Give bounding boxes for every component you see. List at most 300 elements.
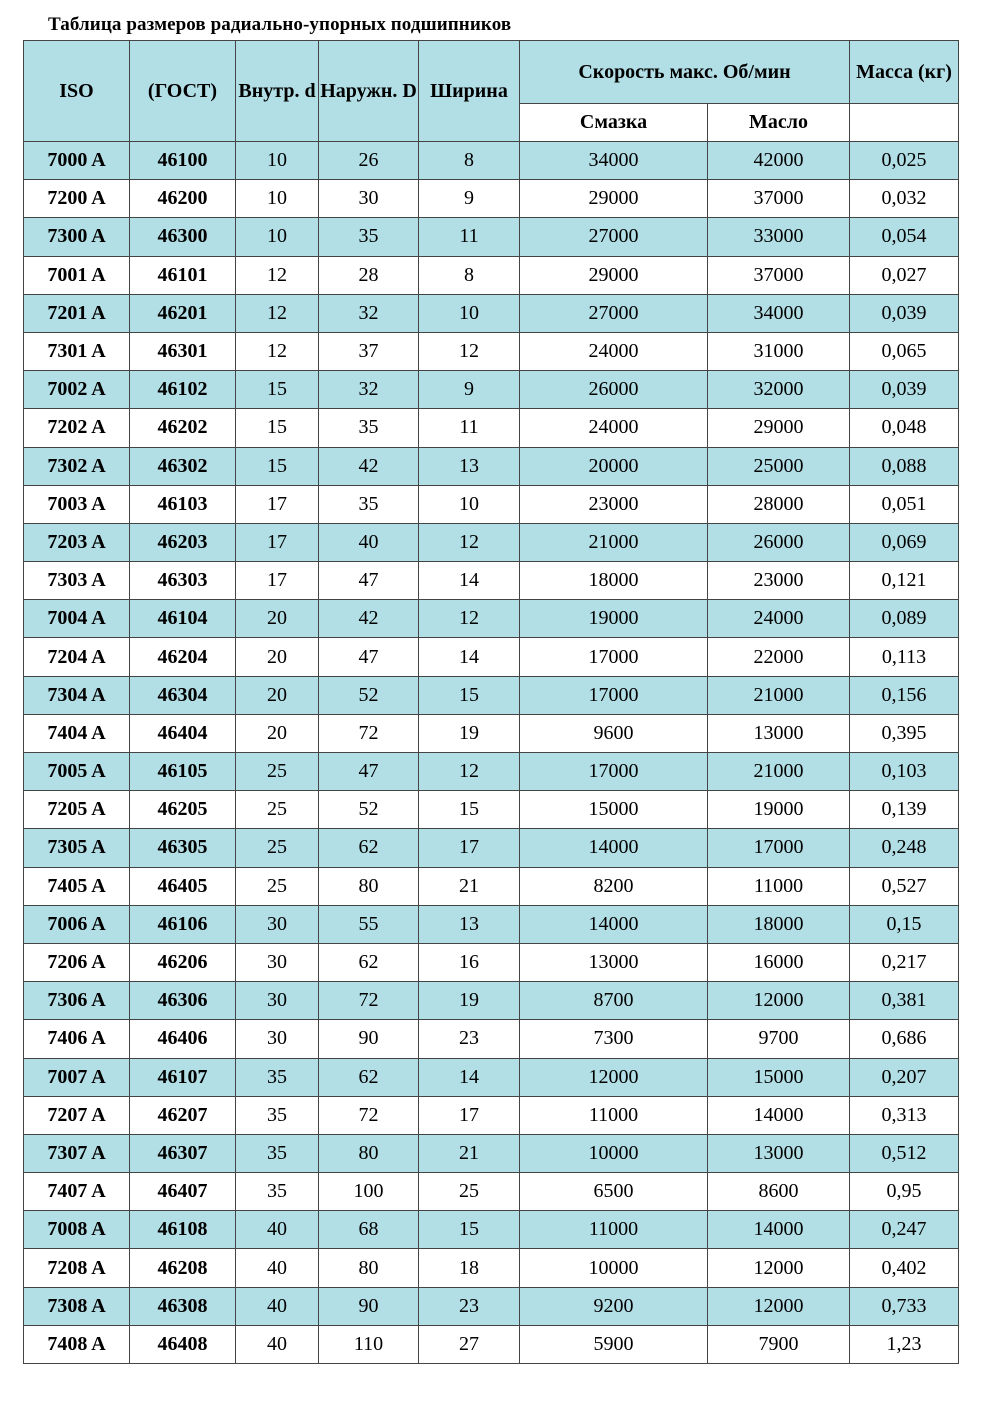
cell-width: 21 (419, 867, 520, 905)
cell-speed-grease: 26000 (520, 371, 708, 409)
cell-width: 17 (419, 1096, 520, 1134)
cell-width: 12 (419, 600, 520, 638)
cell-speed-grease: 29000 (520, 180, 708, 218)
cell-outer-diameter: 80 (319, 1249, 419, 1287)
cell-speed-grease: 11000 (520, 1211, 708, 1249)
cell-gost: 46407 (130, 1173, 236, 1211)
cell-speed-grease: 12000 (520, 1058, 708, 1096)
cell-gost: 46104 (130, 600, 236, 638)
cell-speed-grease: 29000 (520, 256, 708, 294)
cell-inner-diameter: 20 (236, 600, 319, 638)
cell-mass: 1,23 (850, 1325, 959, 1363)
cell-mass: 0,217 (850, 943, 959, 981)
cell-width: 19 (419, 982, 520, 1020)
cell-iso: 7303 A (24, 562, 130, 600)
cell-iso: 7201 A (24, 294, 130, 332)
cell-iso: 7302 A (24, 447, 130, 485)
cell-outer-diameter: 80 (319, 1134, 419, 1172)
cell-inner-diameter: 25 (236, 753, 319, 791)
table-row (24, 676, 959, 714)
cell-width: 12 (419, 523, 520, 561)
cell-speed-oil: 12000 (708, 1249, 850, 1287)
table-row (24, 1211, 959, 1249)
cell-inner-diameter: 25 (236, 791, 319, 829)
cell-mass: 0,313 (850, 1096, 959, 1134)
cell-mass: 0,089 (850, 600, 959, 638)
cell-speed-oil: 11000 (708, 867, 850, 905)
cell-mass: 0,95 (850, 1173, 959, 1211)
cell-gost: 46303 (130, 562, 236, 600)
cell-gost: 46408 (130, 1325, 236, 1363)
cell-speed-grease: 34000 (520, 142, 708, 180)
cell-inner-diameter: 10 (236, 142, 319, 180)
cell-outer-diameter: 35 (319, 218, 419, 256)
cell-mass: 0,527 (850, 867, 959, 905)
table-row (24, 829, 959, 867)
cell-iso: 7307 A (24, 1134, 130, 1172)
cell-gost: 46308 (130, 1287, 236, 1325)
cell-mass: 0,032 (850, 180, 959, 218)
cell-speed-grease: 17000 (520, 638, 708, 676)
table-row (24, 982, 959, 1020)
cell-outer-diameter: 26 (319, 142, 419, 180)
table-row (24, 180, 959, 218)
cell-width: 15 (419, 791, 520, 829)
cell-speed-oil: 12000 (708, 1287, 850, 1325)
cell-gost: 46108 (130, 1211, 236, 1249)
cell-mass: 0,088 (850, 447, 959, 485)
cell-inner-diameter: 30 (236, 982, 319, 1020)
table-row (24, 1249, 959, 1287)
cell-gost: 46101 (130, 256, 236, 294)
cell-iso: 7306 A (24, 982, 130, 1020)
cell-mass: 0,065 (850, 332, 959, 370)
table-row (24, 1173, 959, 1211)
cell-speed-grease: 9200 (520, 1287, 708, 1325)
cell-mass: 0,113 (850, 638, 959, 676)
cell-mass: 0,027 (850, 256, 959, 294)
table-row (24, 447, 959, 485)
table-row (24, 1325, 959, 1363)
cell-inner-diameter: 17 (236, 523, 319, 561)
cell-speed-oil: 13000 (708, 714, 850, 752)
cell-speed-grease: 17000 (520, 676, 708, 714)
cell-width: 15 (419, 676, 520, 714)
cell-speed-oil: 18000 (708, 905, 850, 943)
cell-speed-grease: 20000 (520, 447, 708, 485)
cell-gost: 46304 (130, 676, 236, 714)
cell-speed-grease: 19000 (520, 600, 708, 638)
cell-speed-grease: 27000 (520, 294, 708, 332)
cell-iso: 7406 A (24, 1020, 130, 1058)
cell-outer-diameter: 47 (319, 753, 419, 791)
cell-speed-grease: 24000 (520, 332, 708, 370)
table-row (24, 943, 959, 981)
cell-speed-grease: 23000 (520, 485, 708, 523)
table-row (24, 142, 959, 180)
cell-speed-oil: 15000 (708, 1058, 850, 1096)
cell-width: 25 (419, 1173, 520, 1211)
cell-speed-grease: 21000 (520, 523, 708, 561)
table-row (24, 294, 959, 332)
cell-gost: 46100 (130, 142, 236, 180)
cell-inner-diameter: 25 (236, 867, 319, 905)
cell-width: 13 (419, 447, 520, 485)
cell-gost: 46106 (130, 905, 236, 943)
table-row (24, 256, 959, 294)
cell-mass: 0,686 (850, 1020, 959, 1058)
table-row (24, 600, 959, 638)
cell-mass: 0,039 (850, 371, 959, 409)
cell-inner-diameter: 30 (236, 905, 319, 943)
cell-inner-diameter: 15 (236, 447, 319, 485)
cell-width: 27 (419, 1325, 520, 1363)
header-outer-diameter: Наружн. D (319, 41, 419, 142)
cell-mass: 0,051 (850, 485, 959, 523)
cell-width: 13 (419, 905, 520, 943)
cell-outer-diameter: 80 (319, 867, 419, 905)
cell-inner-diameter: 17 (236, 562, 319, 600)
cell-iso: 7004 A (24, 600, 130, 638)
cell-mass: 0,121 (850, 562, 959, 600)
cell-outer-diameter: 55 (319, 905, 419, 943)
cell-inner-diameter: 30 (236, 1020, 319, 1058)
cell-width: 21 (419, 1134, 520, 1172)
cell-speed-oil: 25000 (708, 447, 850, 485)
cell-speed-oil: 21000 (708, 753, 850, 791)
cell-inner-diameter: 40 (236, 1287, 319, 1325)
cell-iso: 7005 A (24, 753, 130, 791)
cell-mass: 0,402 (850, 1249, 959, 1287)
cell-speed-grease: 14000 (520, 905, 708, 943)
cell-iso: 7408 A (24, 1325, 130, 1363)
cell-inner-diameter: 20 (236, 714, 319, 752)
cell-speed-grease: 10000 (520, 1134, 708, 1172)
cell-gost: 46305 (130, 829, 236, 867)
table-row (24, 1096, 959, 1134)
cell-gost: 46405 (130, 867, 236, 905)
cell-outer-diameter: 52 (319, 676, 419, 714)
cell-gost: 46102 (130, 371, 236, 409)
table-row (24, 523, 959, 561)
cell-inner-diameter: 20 (236, 676, 319, 714)
cell-outer-diameter: 35 (319, 485, 419, 523)
cell-inner-diameter: 15 (236, 409, 319, 447)
cell-mass: 0,025 (850, 142, 959, 180)
cell-inner-diameter: 40 (236, 1325, 319, 1363)
cell-speed-oil: 17000 (708, 829, 850, 867)
cell-iso: 7405 A (24, 867, 130, 905)
cell-speed-grease: 17000 (520, 753, 708, 791)
cell-iso: 7001 A (24, 256, 130, 294)
cell-outer-diameter: 42 (319, 447, 419, 485)
cell-iso: 7206 A (24, 943, 130, 981)
cell-iso: 7305 A (24, 829, 130, 867)
table-row (24, 409, 959, 447)
cell-gost: 46204 (130, 638, 236, 676)
cell-width: 12 (419, 332, 520, 370)
cell-iso: 7203 A (24, 523, 130, 561)
table-row (24, 1020, 959, 1058)
cell-gost: 46205 (130, 791, 236, 829)
cell-speed-grease: 18000 (520, 562, 708, 600)
cell-speed-oil: 37000 (708, 256, 850, 294)
cell-speed-oil: 32000 (708, 371, 850, 409)
cell-mass: 0,156 (850, 676, 959, 714)
cell-speed-oil: 21000 (708, 676, 850, 714)
cell-outer-diameter: 72 (319, 714, 419, 752)
header-iso: ISO (24, 41, 130, 142)
cell-width: 15 (419, 1211, 520, 1249)
cell-iso: 7000 A (24, 142, 130, 180)
cell-speed-oil: 29000 (708, 409, 850, 447)
cell-iso: 7008 A (24, 1211, 130, 1249)
cell-speed-grease: 5900 (520, 1325, 708, 1363)
cell-inner-diameter: 10 (236, 180, 319, 218)
cell-width: 18 (419, 1249, 520, 1287)
cell-speed-grease: 13000 (520, 943, 708, 981)
cell-gost: 46207 (130, 1096, 236, 1134)
cell-speed-grease: 6500 (520, 1173, 708, 1211)
cell-width: 23 (419, 1287, 520, 1325)
cell-speed-oil: 14000 (708, 1211, 850, 1249)
cell-speed-oil: 7900 (708, 1325, 850, 1363)
cell-inner-diameter: 12 (236, 256, 319, 294)
cell-speed-oil: 31000 (708, 332, 850, 370)
cell-inner-diameter: 12 (236, 332, 319, 370)
cell-width: 17 (419, 829, 520, 867)
cell-iso: 7202 A (24, 409, 130, 447)
cell-iso: 7407 A (24, 1173, 130, 1211)
cell-mass: 0,248 (850, 829, 959, 867)
cell-width: 8 (419, 256, 520, 294)
cell-width: 10 (419, 485, 520, 523)
cell-mass: 0,054 (850, 218, 959, 256)
table-row (24, 562, 959, 600)
table-row (24, 1287, 959, 1325)
cell-gost: 46404 (130, 714, 236, 752)
cell-speed-oil: 37000 (708, 180, 850, 218)
cell-outer-diameter: 30 (319, 180, 419, 218)
cell-iso: 7207 A (24, 1096, 130, 1134)
table-row (24, 371, 959, 409)
header-inner-diameter: Внутр. d (236, 41, 319, 142)
cell-gost: 46103 (130, 485, 236, 523)
cell-mass: 0,103 (850, 753, 959, 791)
cell-gost: 46306 (130, 982, 236, 1020)
cell-speed-grease: 11000 (520, 1096, 708, 1134)
cell-outer-diameter: 40 (319, 523, 419, 561)
cell-outer-diameter: 90 (319, 1020, 419, 1058)
cell-iso: 7007 A (24, 1058, 130, 1096)
cell-width: 11 (419, 409, 520, 447)
table-row (24, 218, 959, 256)
cell-inner-diameter: 12 (236, 294, 319, 332)
cell-iso: 7006 A (24, 905, 130, 943)
cell-inner-diameter: 35 (236, 1134, 319, 1172)
cell-width: 8 (419, 142, 520, 180)
cell-iso: 7204 A (24, 638, 130, 676)
table-row (24, 867, 959, 905)
cell-inner-diameter: 10 (236, 218, 319, 256)
cell-mass: 0,15 (850, 905, 959, 943)
cell-speed-oil: 8600 (708, 1173, 850, 1211)
cell-gost: 46300 (130, 218, 236, 256)
cell-speed-grease: 10000 (520, 1249, 708, 1287)
cell-iso: 7205 A (24, 791, 130, 829)
table-row (24, 753, 959, 791)
cell-speed-oil: 16000 (708, 943, 850, 981)
cell-speed-oil: 12000 (708, 982, 850, 1020)
cell-outer-diameter: 37 (319, 332, 419, 370)
cell-inner-diameter: 35 (236, 1058, 319, 1096)
cell-outer-diameter: 47 (319, 638, 419, 676)
header-mass-blank (850, 104, 959, 142)
header-gost: (ГОСТ) (130, 41, 236, 142)
cell-gost: 46301 (130, 332, 236, 370)
cell-gost: 46201 (130, 294, 236, 332)
cell-speed-oil: 34000 (708, 294, 850, 332)
cell-gost: 46107 (130, 1058, 236, 1096)
cell-inner-diameter: 15 (236, 371, 319, 409)
cell-speed-grease: 9600 (520, 714, 708, 752)
cell-outer-diameter: 62 (319, 829, 419, 867)
cell-iso: 7002 A (24, 371, 130, 409)
cell-width: 19 (419, 714, 520, 752)
cell-gost: 46203 (130, 523, 236, 561)
table-body (24, 142, 959, 1364)
cell-iso: 7200 A (24, 180, 130, 218)
cell-outer-diameter: 62 (319, 1058, 419, 1096)
cell-inner-diameter: 20 (236, 638, 319, 676)
cell-iso: 7300 A (24, 218, 130, 256)
cell-gost: 46202 (130, 409, 236, 447)
cell-mass: 0,247 (850, 1211, 959, 1249)
cell-outer-diameter: 28 (319, 256, 419, 294)
cell-gost: 46105 (130, 753, 236, 791)
cell-mass: 0,395 (850, 714, 959, 752)
header-oil: Масло (708, 104, 850, 142)
cell-outer-diameter: 68 (319, 1211, 419, 1249)
header-mass: Масса (кг) (850, 41, 959, 104)
cell-speed-oil: 33000 (708, 218, 850, 256)
cell-mass: 0,381 (850, 982, 959, 1020)
cell-width: 14 (419, 638, 520, 676)
table-row (24, 638, 959, 676)
cell-iso: 7308 A (24, 1287, 130, 1325)
cell-speed-oil: 26000 (708, 523, 850, 561)
cell-outer-diameter: 72 (319, 1096, 419, 1134)
cell-inner-diameter: 40 (236, 1211, 319, 1249)
cell-outer-diameter: 72 (319, 982, 419, 1020)
cell-iso: 7304 A (24, 676, 130, 714)
cell-speed-oil: 28000 (708, 485, 850, 523)
cell-iso: 7003 A (24, 485, 130, 523)
cell-mass: 0,039 (850, 294, 959, 332)
table-row (24, 714, 959, 752)
cell-inner-diameter: 35 (236, 1173, 319, 1211)
cell-inner-diameter: 40 (236, 1249, 319, 1287)
cell-outer-diameter: 90 (319, 1287, 419, 1325)
cell-mass: 0,207 (850, 1058, 959, 1096)
bearing-size-table (23, 40, 959, 1364)
cell-outer-diameter: 100 (319, 1173, 419, 1211)
cell-speed-oil: 9700 (708, 1020, 850, 1058)
cell-speed-oil: 22000 (708, 638, 850, 676)
table-row (24, 1058, 959, 1096)
cell-inner-diameter: 25 (236, 829, 319, 867)
cell-outer-diameter: 62 (319, 943, 419, 981)
cell-width: 14 (419, 562, 520, 600)
cell-mass: 0,069 (850, 523, 959, 561)
cell-width: 10 (419, 294, 520, 332)
header-width: Ширина (419, 41, 520, 142)
cell-iso: 7404 A (24, 714, 130, 752)
cell-mass: 0,048 (850, 409, 959, 447)
cell-inner-diameter: 35 (236, 1096, 319, 1134)
cell-gost: 46200 (130, 180, 236, 218)
document-title: Таблица размеров радиально-упорных подшипников (48, 14, 512, 35)
cell-speed-oil: 24000 (708, 600, 850, 638)
cell-mass: 0,733 (850, 1287, 959, 1325)
cell-width: 11 (419, 218, 520, 256)
cell-iso: 7301 A (24, 332, 130, 370)
cell-width: 9 (419, 180, 520, 218)
table-row (24, 485, 959, 523)
cell-outer-diameter: 52 (319, 791, 419, 829)
cell-gost: 46307 (130, 1134, 236, 1172)
table-header (24, 41, 959, 142)
cell-gost: 46302 (130, 447, 236, 485)
cell-inner-diameter: 17 (236, 485, 319, 523)
cell-speed-grease: 8200 (520, 867, 708, 905)
cell-speed-grease: 15000 (520, 791, 708, 829)
cell-speed-grease: 7300 (520, 1020, 708, 1058)
cell-gost: 46406 (130, 1020, 236, 1058)
cell-outer-diameter: 32 (319, 371, 419, 409)
cell-speed-grease: 27000 (520, 218, 708, 256)
cell-width: 16 (419, 943, 520, 981)
cell-width: 12 (419, 753, 520, 791)
cell-mass: 0,139 (850, 791, 959, 829)
cell-outer-diameter: 47 (319, 562, 419, 600)
cell-speed-grease: 8700 (520, 982, 708, 1020)
header-max-speed: Скорость макс. Об/мин (520, 41, 850, 104)
cell-width: 14 (419, 1058, 520, 1096)
cell-width: 23 (419, 1020, 520, 1058)
table-row (24, 905, 959, 943)
cell-outer-diameter: 42 (319, 600, 419, 638)
header-grease: Смазка (520, 104, 708, 142)
cell-gost: 46208 (130, 1249, 236, 1287)
table-row (24, 791, 959, 829)
cell-outer-diameter: 32 (319, 294, 419, 332)
cell-inner-diameter: 30 (236, 943, 319, 981)
cell-mass: 0,512 (850, 1134, 959, 1172)
cell-speed-oil: 23000 (708, 562, 850, 600)
cell-speed-oil: 42000 (708, 142, 850, 180)
cell-speed-oil: 13000 (708, 1134, 850, 1172)
table-row (24, 1134, 959, 1172)
cell-gost: 46206 (130, 943, 236, 981)
cell-width: 9 (419, 371, 520, 409)
cell-speed-grease: 14000 (520, 829, 708, 867)
cell-iso: 7208 A (24, 1249, 130, 1287)
cell-speed-oil: 19000 (708, 791, 850, 829)
cell-outer-diameter: 35 (319, 409, 419, 447)
cell-speed-grease: 24000 (520, 409, 708, 447)
cell-outer-diameter: 110 (319, 1325, 419, 1363)
